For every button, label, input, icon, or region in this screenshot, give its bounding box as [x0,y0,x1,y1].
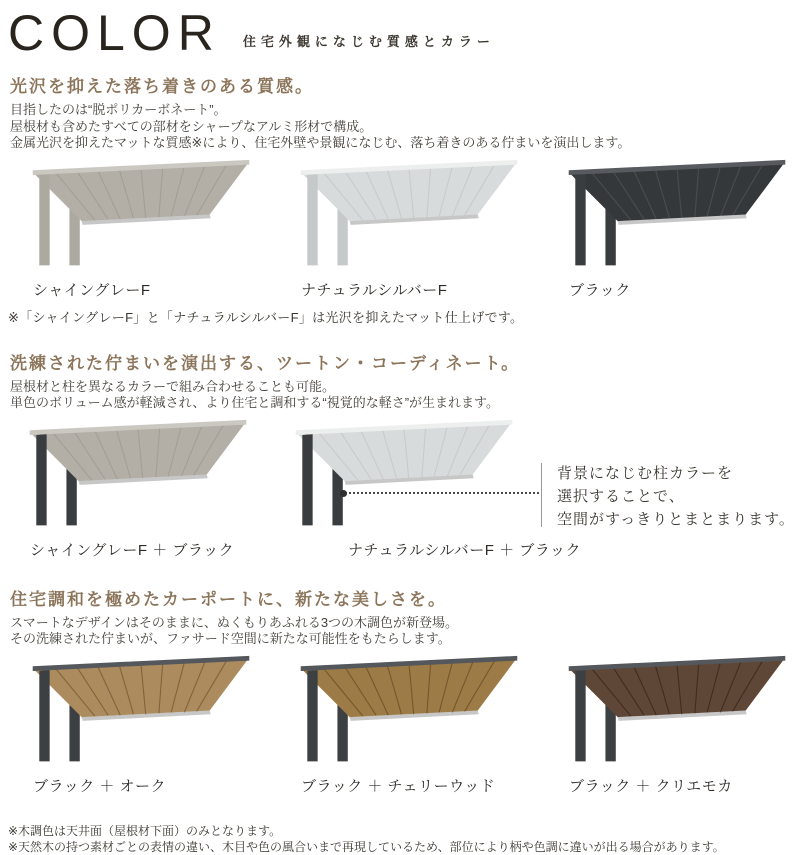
carport-color-label: ブラック ＋ クリエモカ [569,777,733,795]
carport-illustration [28,654,254,767]
carport-illustration [296,158,522,271]
page-header [0,0,800,62]
pillar-color-callout [557,462,795,531]
carport-figure-black-cherrywood [296,654,522,796]
carport-illustration [291,418,517,531]
section-body-line: 目指したのは“脱ポリカーボネート”。 [10,102,227,117]
carport-illustration [25,418,251,531]
carport-illustration [296,654,522,767]
section-body-line: 屋根材も含めたすべての部材をシャープなアルミ形材で構成。 [10,118,373,134]
section-heading: 住宅調和を極めたカーポートに、新たな美しさを。 [10,589,447,609]
carport-illustration [564,654,790,767]
callout-divider-line [541,463,542,527]
section-wood-tones [0,585,800,796]
page-subtitle: 住宅外観になじむ質感とカラー [242,33,495,49]
figure-row-single-colors [0,158,800,300]
carport-figure-natural-silver-black [291,418,581,560]
carport-color-label: ブラック ＋ チェリーウッド [301,777,496,795]
footnote: ※木調色は天井面（屋根材下面）のみとなります。 [8,823,282,838]
section-body-line: 金属光沢を抑えたマットな質感※により、住宅外壁や景観になじむ、落ち着きのある佇まいを演出します。 [10,135,631,150]
section-matte-quality [0,72,800,326]
carport-figure-black [564,158,790,300]
matte-finish-note: ※「シャイングレーF」と「ナチュラルシルバーF」は光沢を抑えたマット仕上げです。 [8,309,524,325]
page-footnotes [8,823,800,855]
carport-figure-black-oak [28,654,254,796]
section-body-line: 屋根材と柱を異なるカラーで組み合わせることも可能。 [10,378,336,394]
callout-leader-line [341,492,539,494]
carport-figure-shine-gray-black [25,418,251,560]
callout-line: 選択することで、 [557,487,685,505]
carport-figure-black-kuriemoka [564,654,790,796]
figure-row-two-tone [0,418,800,560]
section-heading: 洗練された佇まいを演出する、ツートン・コーディネート。 [10,353,521,373]
section-body-line: スマートなデザインはそのままに、ぬくもりあふれる3つの木調色が新登場。 [10,614,459,630]
carport-color-label: ブラック [569,281,631,299]
carport-color-label: ナチュラルシルバーF [301,281,448,299]
section-body-line: その洗練された佇まいが、ファサード空間に新たな可能性をもたらします。 [10,631,451,646]
carport-figure-shine-gray [28,158,254,300]
carport-illustration [28,158,254,271]
carport-color-label: シャイングレーF [33,281,151,299]
carport-figure-natural-silver [296,158,522,300]
callout-line: 空間がすっきりとまとまります。 [557,510,795,528]
section-two-tone [0,349,800,560]
page-title: COLOR [8,4,221,61]
carport-illustration [564,158,790,271]
callout-line: 背景になじむ柱カラーを [557,464,734,482]
section-body-line: 単色のボリューム感が軽減され、より住宅と調和する“視覚的な軽さ”が生まれます。 [10,395,500,410]
carport-color-label: ブラック ＋ オーク [33,777,167,795]
carport-color-label: シャイングレーF ＋ ブラック [30,541,235,559]
footnote: ※天然木の持つ素材ごとの表情の違い、木目や色の風合いまで再現しているため、部位により柄や色調に違いが出る場合があります。 [8,839,725,854]
figure-row-wood-tones [0,654,800,796]
section-heading: 光沢を抑えた落ち着きのある質感。 [10,77,314,96]
carport-color-label: ナチュラルシルバーF ＋ ブラック [348,541,581,559]
